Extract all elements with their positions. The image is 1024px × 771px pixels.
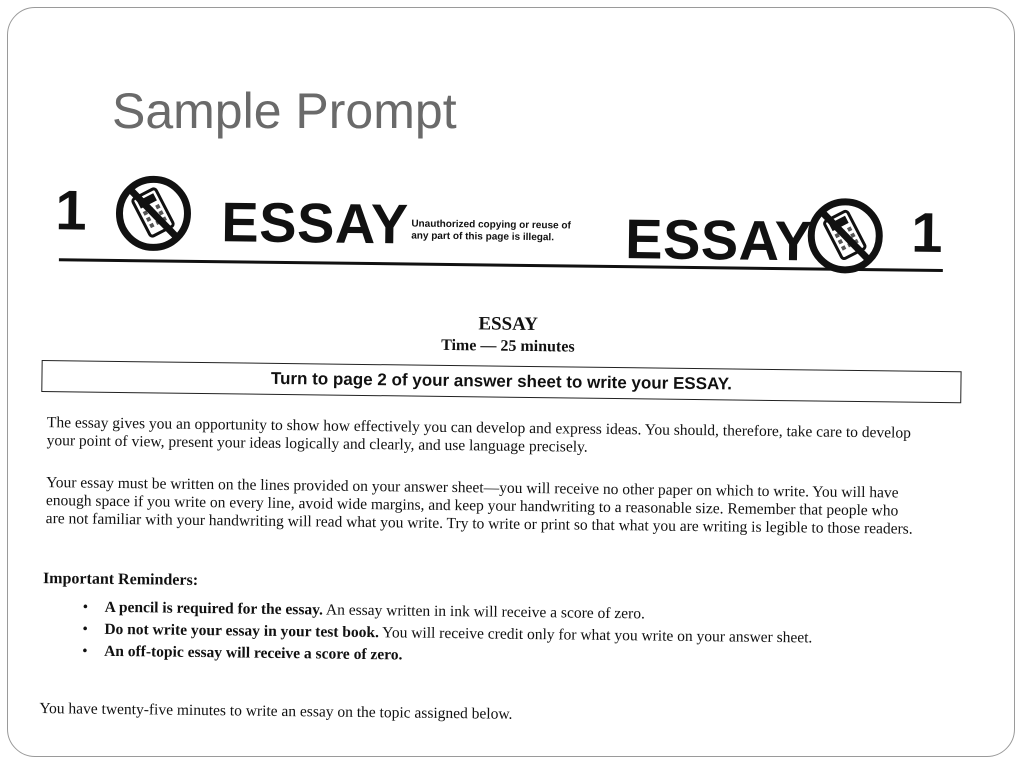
section-title: ESSAY [38, 308, 978, 341]
intro-paragraph: The essay gives you an opportunity to show how effectively you can develop and express ideas. You should, therefore, take care to develop your point of view, present your ideas logically and clearly, and use language precisely. [47, 414, 917, 461]
bullet-icon: • [82, 643, 88, 661]
reminder-bold: An off-topic essay will receive a score of zero. [104, 643, 402, 664]
no-calculator-icon [113, 173, 194, 254]
boxed-instruction: Turn to page 2 of your answer sheet to write your ESSAY. [41, 360, 961, 403]
reminder-bold: Do not write your essay in your test book. [104, 621, 379, 641]
section-number-left: 1 [55, 182, 87, 238]
copyright-notice [411, 219, 611, 245]
reminders-heading: Important Reminders: [43, 570, 198, 590]
slide-title: Sample Prompt [112, 82, 457, 140]
reminder-text: You will receive credit only for what you write on your answer sheet. [379, 624, 813, 646]
closing-line: You have twenty-five minutes to write an essay on the topic assigned below. [39, 700, 512, 724]
test-page-header [39, 170, 980, 301]
reminder-bold: A pencil is required for the essay. [105, 599, 324, 619]
reminders-list [82, 599, 863, 675]
header-essay-right: ESSAY [625, 211, 813, 269]
notice-line-2: any part of this page is illegal. [411, 231, 611, 245]
list-item [82, 643, 862, 671]
bullet-icon: • [82, 621, 88, 639]
reminder-text: An essay written in ink will receive a score of zero. [323, 601, 645, 622]
time-limit: Time — 25 minutes [38, 332, 978, 361]
section-number-right: 1 [911, 205, 943, 261]
header-essay-left: ESSAY [221, 194, 409, 252]
notice-line-1: Unauthorized copying or reuse of [411, 219, 611, 233]
no-calculator-icon [805, 195, 886, 276]
answer-sheet-paragraph: Your essay must be written on the lines provided on your answer sheet—you will receive no other paper on which to write. You will have enough space if you write on every line, avoid wide margins, and keep your handwriting to a reasonable size. Remember that people who are not familiar with your handwriting will read what you write. Try to write or print so that what you are writing is legible to those readers. [46, 474, 917, 539]
scanned-essay-page [33, 170, 980, 771]
bullet-icon: • [83, 599, 89, 617]
